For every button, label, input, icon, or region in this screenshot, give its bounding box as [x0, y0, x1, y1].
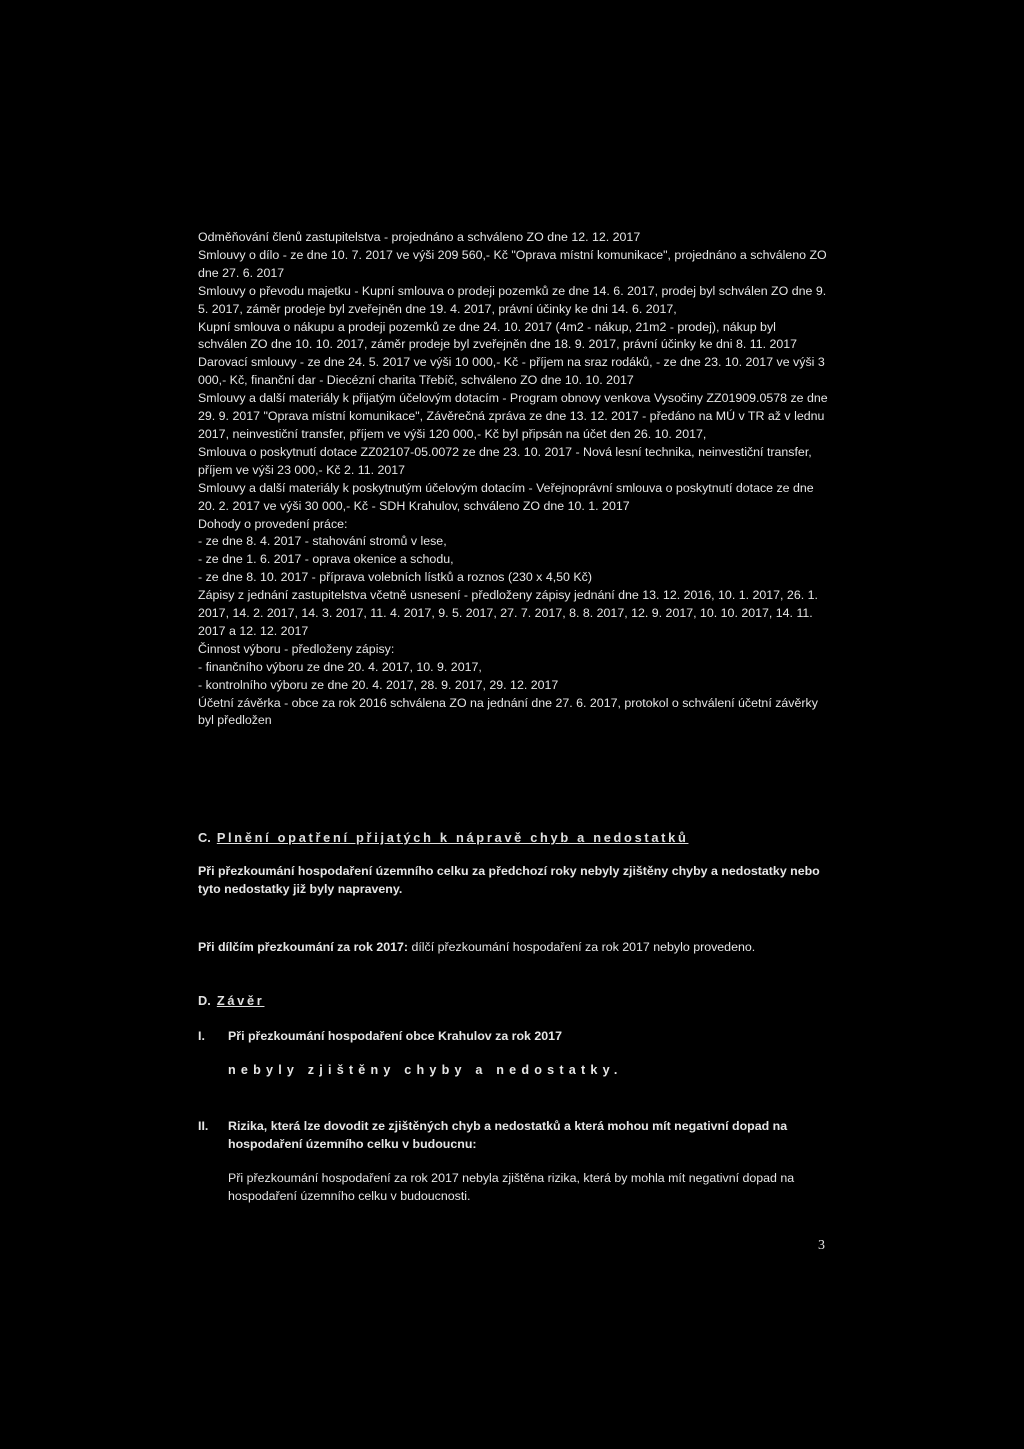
- list-item: - finančního výboru ze dne 20. 4. 2017, 10. 9. 2017,: [198, 659, 482, 674]
- partial-review-label: Při dílčím přezkoumání za rok 2017:: [198, 940, 409, 954]
- list-item: Dohody o provedení práce:: [198, 516, 348, 531]
- list-item: Kupní smlouva o nákupu a prodeji pozemků ze dne 24. 10. 2017 (4m2 - nákup, 21m2 - prodej), nákup byl schválen ZO dne 10. 10. 2017, záměr prodeje byl zveřejněn dne 18. 9. 2017, právní účinky ke dni 8. 11. 2017: [198, 319, 798, 352]
- previous-years-paragraph: Při přezkoumání hospodaření územního celku za předchozí roky nebyly zjištěny chyby a nedostatky nebo tyto nedostatky již byly napraveny.: [198, 864, 820, 896]
- list-item: Zápisy z jednání zastupitelstva včetně usnesení - předloženy zápisy jednání dne 13. 12. 2016, 10. 1. 2017, 26. 1. 2017, 14. 2. 2017, 14. 3. 2017, 11. 4. 2017, 9. 5. 2017, 27. 7. 2017, 8. 8. 2017, 12. 9. 2017, 10. 10. 2017, 14. 11. 2017 a 12. 12. 2017: [198, 588, 818, 638]
- list-item: - ze dne 8. 4. 2017 - stahování stromů v lese,: [198, 534, 447, 549]
- partial-review-paragraph: [198, 938, 828, 956]
- conclusion-number: II.: [198, 1119, 209, 1133]
- list-item: Činnost výboru - předloženy zápisy:: [198, 641, 395, 656]
- section-title: Plnění opatření přijatých k nápravě chyb a nedostatků: [216, 830, 689, 845]
- risk-detail-paragraph: Při přezkoumání hospodaření za rok 2017 nebyla zjištěna rizika, která by mohla mít negativní dopad na hospodaření územního celku v budoucnosti.: [228, 1171, 795, 1203]
- list-item: Odměňování členů zastupitelstva - projednáno a schváleno ZO dne 12. 12. 2017: [198, 230, 641, 244]
- section-letter: C.: [198, 830, 211, 845]
- list-item: - ze dne 1. 6. 2017 - oprava okenice a schodu,: [198, 552, 454, 567]
- list-item: Smlouvy a další materiály k poskytnutým účelovým dotacím - Veřejnoprávní smlouva o poskytnutí dotace ze dne 20. 2. 2017 ve výši 30 000,- Kč - SDH Krahulov, schváleno ZO dne 10. 1. 2017: [198, 480, 814, 513]
- section-letter: D.: [198, 993, 211, 1008]
- list-item: Darovací smlouvy - ze dne 24. 5. 2017 ve výši 10 000,- Kč - příjem na sraz rodáků, - ze dne 23. 10. 2017 ve výši 3 000,- Kč, finanční dar - Diecézní charita Třebíč, schváleno ZO dne 10. 10. 2017: [198, 355, 825, 388]
- list-item: Smlouvy a další materiály k přijatým účelovým dotacím - Program obnovy venkova Vysočiny ZZ01909.0578 ze dne 29. 9. 2017 "Oprava místní komunikace", Závěrečná zpráva ze dne 13. 12. 2017 - předáno na MÚ v TR až v lednu 2017, neinvestiční transfer, příjem ve výši 120 000,- Kč byl připsán na účet den 26. 10. 2017,: [198, 391, 828, 441]
- list-item: - ze dne 8. 10. 2017 - příprava volebních lístků a roznos (230 x 4,50 Kč): [198, 570, 592, 585]
- list-item: Smlouvy o dílo - ze dne 10. 7. 2017 ve výši 209 560,- Kč "Oprava místní komunikace", projednáno a schváleno ZO dne 27. 6. 2017: [198, 247, 827, 280]
- conclusion-result: nebyly zjištěny chyby a nedostatky.: [228, 1063, 623, 1077]
- partial-review-text: dílčí přezkoumání hospodaření za rok 2017 nebylo provedeno.: [408, 940, 756, 954]
- section-title: Závěr: [216, 993, 265, 1008]
- list-item: Účetní závěrka - obce za rok 2016 schválena ZO na jednání dne 27. 6. 2017, protokol o schválení účetní závěrky byl předložen: [198, 695, 818, 728]
- list-item: Smlouva o poskytnutí dotace ZZ02107-05.0072 ze dne 23. 10. 2017 - Nová lesní technika, neinvestiční transfer, příjem ve výši 23 000,- Kč 2. 11. 2017: [198, 444, 812, 477]
- conclusion-text: Rizika, která lze dovodit ze zjištěných chyb a nedostatků a která mohou mít negativní dopad na hospodaření územního celku v budoucnu:: [228, 1119, 788, 1151]
- list-item: Smlouvy o převodu majetku - Kupní smlouva o prodeji pozemků ze dne 14. 6. 2017, prodej byl schválen ZO dne 9. 5. 2017, záměr prodeje byl zveřejněn dne 19. 4. 2017, právní účinky ke dni 14. 6. 2017,: [198, 283, 827, 316]
- reviewed-documents-list: [198, 229, 828, 730]
- conclusion-item-2: [198, 1117, 828, 1153]
- list-item: - kontrolního výboru ze dne 20. 4. 2017, 28. 9. 2017, 29. 12. 2017: [198, 677, 559, 692]
- section-c-heading: [198, 830, 688, 845]
- conclusion-text: Při přezkoumání hospodaření obce Krahulov za rok 2017: [228, 1029, 562, 1043]
- section-d-heading: [198, 993, 264, 1008]
- conclusion-number: I.: [198, 1029, 205, 1043]
- conclusion-item-1: [198, 1027, 828, 1045]
- page-number: 3: [818, 1238, 825, 1253]
